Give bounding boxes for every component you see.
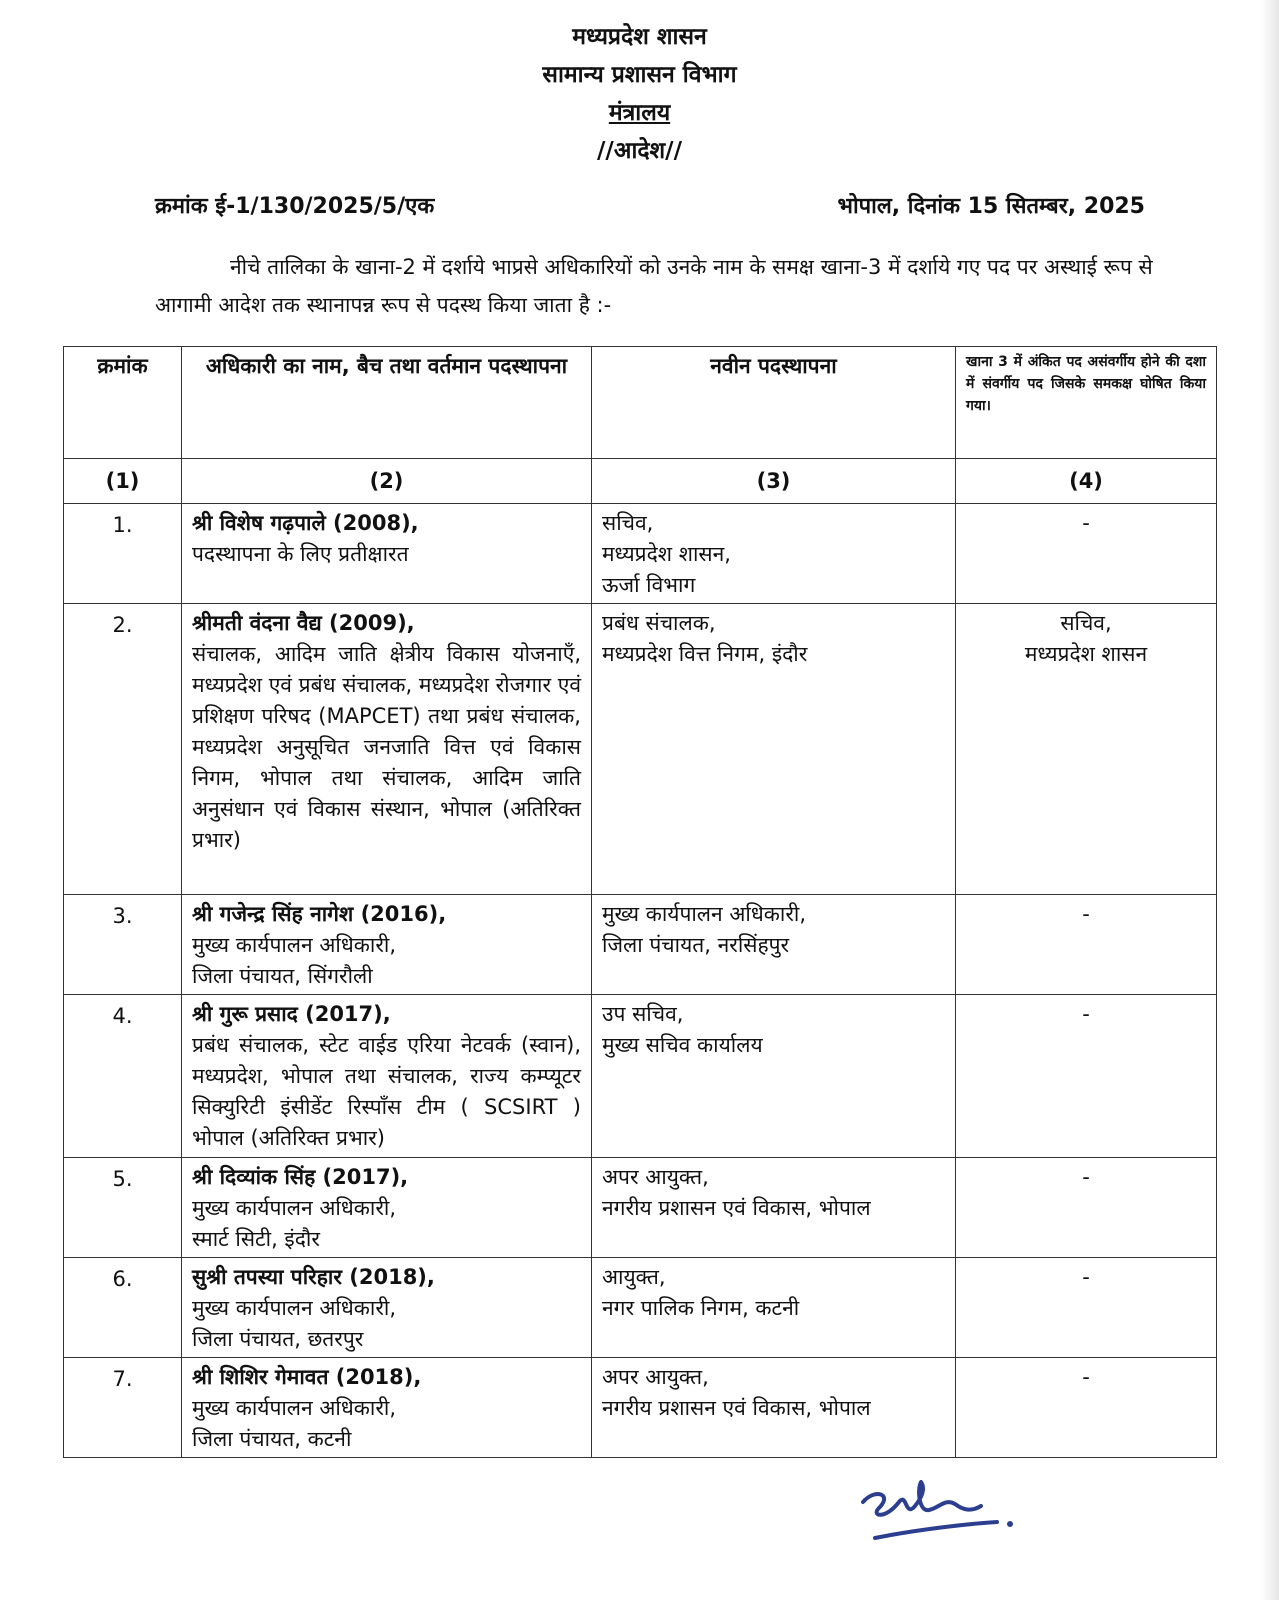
equivalent-post: -	[956, 995, 1217, 1158]
serial-number: 7.	[64, 1358, 182, 1458]
header-serial: क्रमांक	[64, 347, 182, 459]
order-number: क्रमांक ई-1/130/2025/5/एक	[155, 194, 435, 219]
officer-name: श्री विशेष गढ़पाले (2008),	[192, 511, 419, 535]
department-name: सामान्य प्रशासन विभाग	[542, 62, 737, 88]
serial-number: 2.	[64, 604, 182, 895]
table-row	[64, 1358, 1217, 1458]
current-posting: मुख्य कार्यपालन अधिकारी, जिला पंचायत, छतरपुर	[192, 1296, 397, 1351]
column-number-row	[64, 459, 1217, 504]
new-posting: अपर आयुक्त, नगरीय प्रशासन एवं विकास, भोपाल	[592, 1158, 956, 1258]
table-row	[64, 604, 1217, 895]
header-officer: अधिकारी का नाम, बैच तथा वर्तमान पदस्थापना	[182, 347, 592, 459]
new-posting: मुख्य कार्यपालन अधिकारी, जिला पंचायत, नरसिंहपुर	[592, 895, 956, 995]
table-row	[64, 504, 1217, 604]
officer-cell	[182, 995, 592, 1158]
serial-number: 5.	[64, 1158, 182, 1258]
new-posting: अपर आयुक्त, नगरीय प्रशासन एवं विकास, भोपाल	[592, 1358, 956, 1458]
signature-stroke	[863, 1482, 981, 1515]
table-row	[64, 1158, 1217, 1258]
signature-dot	[1007, 1521, 1013, 1527]
equivalent-post: -	[956, 1258, 1217, 1358]
serial-number: 1.	[64, 504, 182, 604]
officer-cell	[182, 895, 592, 995]
equivalent-post: सचिव, मध्यप्रदेश शासन	[956, 604, 1217, 895]
officer-cell	[182, 604, 592, 895]
new-posting: सचिव, मध्यप्रदेश शासन, ऊर्जा विभाग	[592, 504, 956, 604]
header-new-posting: नवीन पदस्थापना	[592, 347, 956, 459]
officer-cell	[182, 1258, 592, 1358]
order-intro-text: नीचे तालिका के खाना-2 में दर्शाये भाप्रसे अधिकारियों को उनके नाम के समक्ष खाना-3 में दर्शाये गए पद पर अस्थाई रूप से आगामी आदेश तक स्थानापन्न रूप से पदस्थ किया जाता है :-	[155, 255, 1153, 317]
table-row	[64, 995, 1217, 1158]
posting-table	[63, 346, 1217, 1458]
officer-cell	[182, 504, 592, 604]
officer-name: श्री गजेन्द्र सिंह नागेश (2016),	[192, 902, 447, 926]
current-posting: संचालक, आदिम जाति क्षेत्रीय विकास योजनाएँ, मध्यप्रदेश एवं प्रबंध संचालक, मध्यप्रदेश रोजगार एवं प्रशिक्षण परिषद (MAPCET) तथा प्रबंध संचालक, मध्यप्रदेश अनुसूचित जनजाति वित्त एवं विकास निगम, भोपाल तथा संचालक, आदिम जाति अनुसंधान एवं विकास संस्थान, भोपाल (अतिरिक्त प्रभार)	[192, 642, 581, 852]
order-title: //आदेश//	[597, 138, 682, 164]
document-header	[0, 18, 1279, 170]
col-number: (4)	[956, 459, 1217, 504]
col-number: (1)	[64, 459, 182, 504]
table-header-row	[64, 347, 1217, 459]
serial-number: 6.	[64, 1258, 182, 1358]
new-posting: प्रबंध संचालक, मध्यप्रदेश वित्त निगम, इंदौर	[592, 604, 956, 895]
equivalent-post: -	[956, 504, 1217, 604]
page-edge-shadow	[1261, 0, 1279, 1600]
col-number: (3)	[592, 459, 956, 504]
officer-name: श्री शिशिर गेमावत (2018),	[192, 1365, 422, 1389]
ministry-name: मंत्रालय	[608, 100, 671, 126]
serial-number: 3.	[64, 895, 182, 995]
officer-name: श्रीमती वंदना वैद्य (2009),	[192, 611, 415, 635]
officer-cell	[182, 1158, 592, 1258]
signature-underline	[875, 1522, 997, 1538]
reference-line	[155, 190, 1145, 220]
equivalent-post: -	[956, 1358, 1217, 1458]
equivalent-post: -	[956, 1158, 1217, 1258]
officer-name: सुश्री तपस्या परिहार (2018),	[192, 1265, 435, 1289]
new-posting: उप सचिव, मुख्य सचिव कार्यालय	[592, 995, 956, 1158]
current-posting: मुख्य कार्यपालन अधिकारी, स्मार्ट सिटी, इंदौर	[192, 1196, 397, 1251]
table-row	[64, 895, 1217, 995]
officer-cell	[182, 1358, 592, 1458]
col-number: (2)	[182, 459, 592, 504]
current-posting: मुख्य कार्यपालन अधिकारी, जिला पंचायत, सिंगरौली	[192, 933, 397, 988]
current-posting: पदस्थापना के लिए प्रतीक्षारत	[192, 542, 409, 566]
order-date: भोपाल, दिनांक 15 सितम्बर, 2025	[837, 194, 1145, 219]
table-row	[64, 1258, 1217, 1358]
current-posting: प्रबंध संचालक, स्टेट वाईड एरिया नेटवर्क (स्वान), मध्यप्रदेश, भोपाल तथा संचालक, राज्य कम्प्यूटर सिक्युरिटी इंसीडेंट रिस्पाँस टीम ( SCSIRT ) भोपाल (अतिरिक्त प्रभार)	[192, 1033, 581, 1150]
equivalent-post: -	[956, 895, 1217, 995]
officer-name: श्री गुरू प्रसाद (2017),	[192, 1002, 391, 1026]
current-posting: मुख्य कार्यपालन अधिकारी, जिला पंचायत, कटनी	[192, 1396, 397, 1451]
header-equivalent-post: खाना 3 में अंकित पद असंवर्गीय होने की दशा में संवर्गीय पद जिसके समकक्ष घोषित किया गया।	[956, 347, 1217, 459]
officer-name: श्री दिव्यांक सिंह (2017),	[192, 1165, 409, 1189]
govt-name: मध्यप्रदेश शासन	[572, 24, 707, 50]
new-posting: आयुक्त, नगर पालिक निगम, कटनी	[592, 1258, 956, 1358]
serial-number: 4.	[64, 995, 182, 1158]
signature-image	[855, 1472, 1025, 1562]
